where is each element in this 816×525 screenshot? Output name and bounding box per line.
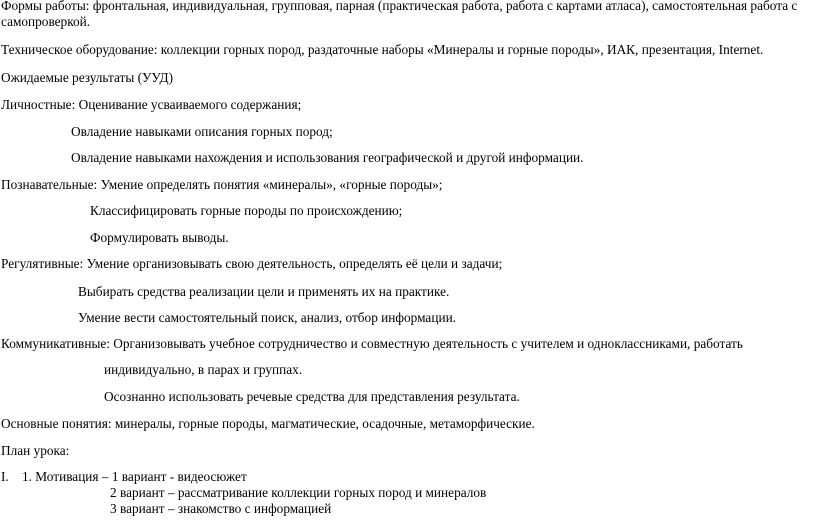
basic-concepts-paragraph: Основные понятия: минералы, горные породы, магматические, осадочные, метаморфические. — [1, 416, 535, 431]
lesson-plan-title: План урока: — [1, 443, 70, 458]
personal-heading: Личностные: Оценивание усваиваемого содержания; — [1, 97, 302, 112]
personal-item: Овладение навыками нахождения и использования географической и другой информации. — [71, 150, 584, 165]
cognitive-item: Классифицировать горные породы по происхождению; — [90, 203, 403, 218]
communicative-item: Осознанно использовать речевые средства для представления результата. — [104, 389, 520, 404]
personal-item: Овладение навыками описания горных пород; — [71, 124, 333, 139]
forms-of-work-paragraph: Формы работы: фронтальная, индивидуальная, групповая, парная (практическая работа, работа с картами атласа), самостоятельная работа с самопроверкой. — [1, 0, 798, 29]
regulatory-item: Выбирать средства реализации цели и применять их на практике. — [78, 284, 450, 299]
regulatory-heading: Регулятивные: Умение организовывать свою деятельность, определять её цели и задачи; — [1, 256, 503, 271]
lesson-plan-variant: 2 вариант – рассматривание коллекции горных пород и минералов — [110, 485, 487, 500]
communicative-item: индивидуально, в парах и группах. — [104, 362, 303, 377]
lesson-plan-variant: 3 вариант – знакомство с информацией — [110, 501, 332, 516]
communicative-heading: Коммуникативные: Организовывать учебное сотрудничество и совместную деятельность с учителем и одноклассниками, работать — [1, 336, 743, 351]
cognitive-heading: Познавательные: Умение определять понятия «минералы», «горные породы»; — [1, 177, 443, 192]
regulatory-item: Умение вести самостоятельный поиск, анализ, отбор информации. — [78, 310, 457, 325]
cognitive-item: Формулировать выводы. — [90, 230, 229, 245]
lesson-plan-item: 1. Мотивация – 1 вариант - видеосюжет — [22, 469, 247, 484]
lesson-plan-roman-marker: I. — [1, 469, 9, 484]
expected-results-heading: Ожидаемые результаты (УУД) — [1, 70, 174, 85]
equipment-paragraph: Техническое оборудование: коллекции горных пород, раздаточные наборы «Минералы и горные породы», ИАК, презентация, Internet. — [1, 42, 764, 57]
